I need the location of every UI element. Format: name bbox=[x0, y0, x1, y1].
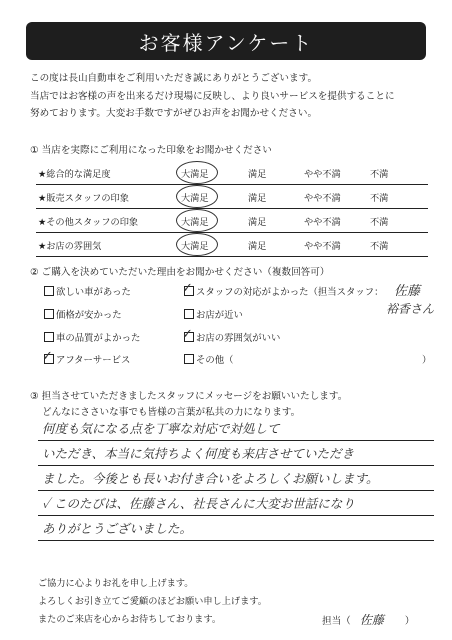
option-satisfied[interactable]: 満足 bbox=[248, 217, 267, 228]
option-satisfied[interactable]: 満足 bbox=[248, 193, 267, 204]
option-satisfied[interactable]: 満足 bbox=[248, 169, 267, 180]
reason-item[interactable] bbox=[42, 349, 131, 366]
staff-close-paren: ） bbox=[404, 616, 415, 627]
message-text: 何度も気になる点を丁寧な対応で対処して bbox=[42, 421, 280, 436]
option-dissatisfied[interactable]: 不満 bbox=[370, 193, 389, 204]
rating-label: ★お店の雰囲気 bbox=[38, 241, 102, 252]
checkbox-checked[interactable] bbox=[182, 327, 194, 342]
staff-name-handwritten: 佐藤 bbox=[359, 613, 384, 627]
message-line bbox=[38, 466, 434, 491]
rating-row-overall bbox=[36, 161, 428, 185]
message-text: いただき、本当に気持ちよく何度も来店させていただき bbox=[42, 446, 355, 461]
reason-label: アフターサービス bbox=[56, 355, 131, 366]
message-text: ✓ このたびは、佐藤さん、社長さんに大変お世話になり bbox=[42, 496, 355, 511]
intro-line: 努めております。大変お手数ですがぜひお声をお聞かせください。 bbox=[30, 108, 318, 119]
section3-title: ③ 担当させていただきましたスタッフにメッセージをお願いいたします。 bbox=[30, 391, 348, 402]
check-mark-icon: ✓ bbox=[182, 327, 193, 342]
checkbox-checked[interactable] bbox=[42, 349, 54, 364]
message-line bbox=[38, 441, 434, 466]
rating-row-sales-staff bbox=[36, 185, 428, 209]
message-lines[interactable] bbox=[38, 416, 434, 541]
footer-line: ご協力に心よりお礼を申し上げます。 bbox=[38, 578, 194, 589]
intro-text bbox=[30, 70, 430, 123]
intro-line: この度は長山自動車をご利用いただき誠にありがとうございます。 bbox=[30, 73, 318, 84]
option-somewhat-dissatisfied[interactable]: やや不満 bbox=[304, 193, 341, 204]
checkbox[interactable] bbox=[44, 332, 54, 342]
checkbox[interactable] bbox=[184, 309, 194, 319]
staff-label: 担当（ bbox=[322, 616, 351, 627]
footer-line: よろしくお引き立てご愛顧のほどお願い申し上げます。 bbox=[38, 596, 267, 607]
reason-item[interactable] bbox=[44, 330, 140, 344]
handwritten-staff-name-2: 裕香さん bbox=[386, 302, 435, 316]
reason-item[interactable] bbox=[44, 307, 122, 321]
footer-line: またのご来店を心からお待ちしております。 bbox=[38, 614, 222, 625]
check-mark-icon: ✓ bbox=[42, 349, 53, 364]
reason-label: 価格が安かった bbox=[56, 310, 122, 321]
option-dissatisfied[interactable]: 不満 bbox=[370, 217, 389, 228]
survey-title: お客様アンケート bbox=[138, 30, 314, 55]
message-text: ました。今後とも長いお付き合いをよろしくお願いします。 bbox=[42, 471, 379, 486]
reason-item[interactable] bbox=[184, 307, 243, 321]
reason-item[interactable] bbox=[182, 327, 281, 344]
rating-row-other-staff bbox=[36, 209, 428, 233]
reason-item[interactable] bbox=[182, 281, 384, 298]
reason-item[interactable] bbox=[44, 284, 131, 298]
section2-title: ② ご購入を決めていただいた理由をお聞かせください（複数回答可） bbox=[30, 267, 330, 278]
footer-text bbox=[38, 575, 267, 629]
other-close-paren: ） bbox=[422, 355, 432, 366]
message-text: ありがとうございました。 bbox=[42, 521, 193, 536]
message-line bbox=[38, 516, 434, 541]
reason-label: スタッフの対応がよかった（担当スタッフ： bbox=[196, 287, 384, 298]
option-dissatisfied[interactable]: 不満 bbox=[370, 169, 389, 180]
option-dissatisfied[interactable]: 不満 bbox=[370, 241, 389, 252]
checkbox[interactable] bbox=[184, 354, 194, 364]
option-somewhat-dissatisfied[interactable]: やや不満 bbox=[304, 217, 341, 228]
option-somewhat-dissatisfied[interactable]: やや不満 bbox=[304, 169, 341, 180]
section3-subtitle: どんなにささいな事でも皆様の言葉が私共の力になります。 bbox=[42, 407, 301, 418]
option-satisfied[interactable]: 満足 bbox=[248, 241, 267, 252]
rating-row-atmosphere bbox=[36, 233, 428, 257]
check-mark-icon: ✓ bbox=[182, 281, 193, 296]
option-somewhat-dissatisfied[interactable]: やや不満 bbox=[304, 241, 341, 252]
option-very-satisfied[interactable]: 大満足 bbox=[181, 241, 209, 252]
reason-label: お店の雰囲気がいい bbox=[196, 333, 281, 344]
reason-label: その他（ bbox=[196, 355, 234, 366]
reason-label: 車の品質がよかった bbox=[56, 333, 141, 344]
section1-title: ① 当店を実際にご利用になった印象をお聞かせください bbox=[30, 145, 272, 156]
message-line bbox=[38, 491, 434, 516]
reason-item[interactable] bbox=[184, 352, 234, 366]
rating-label: ★その他スタッフの印象 bbox=[38, 217, 139, 228]
rating-label: ★販売スタッフの印象 bbox=[38, 193, 129, 204]
intro-line: 当店ではお客様の声を出来るだけ現場に反映し、より良いサービスを提供することに bbox=[30, 90, 395, 102]
checkbox[interactable] bbox=[44, 309, 54, 319]
option-very-satisfied[interactable]: 大満足 bbox=[181, 193, 209, 204]
message-line bbox=[38, 416, 434, 441]
rating-table bbox=[36, 161, 428, 257]
option-very-satisfied[interactable]: 大満足 bbox=[181, 217, 209, 228]
handwritten-staff-name: 佐藤 bbox=[394, 284, 421, 299]
survey-title-banner bbox=[26, 22, 426, 60]
option-very-satisfied[interactable]: 大満足 bbox=[181, 169, 209, 180]
checkbox[interactable] bbox=[44, 286, 54, 296]
staff-in-charge bbox=[322, 611, 415, 628]
rating-label: ★総合的な満足度 bbox=[38, 169, 111, 180]
checkbox-checked[interactable] bbox=[182, 281, 194, 296]
reason-label: お店が近い bbox=[196, 310, 243, 321]
reason-label: 欲しい車があった bbox=[56, 287, 131, 298]
